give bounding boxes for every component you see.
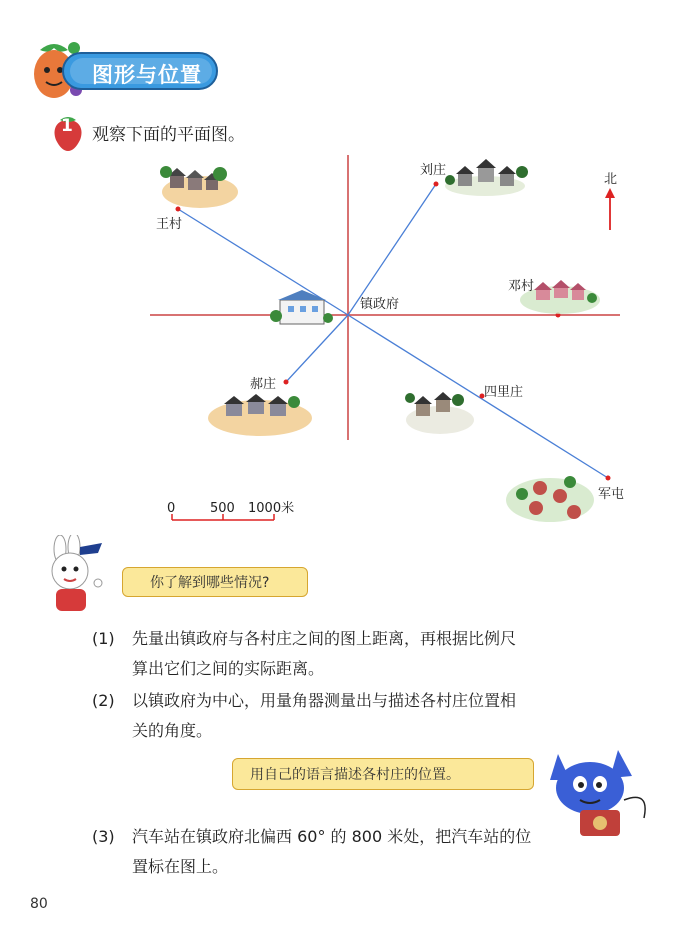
haozhuang-village-icon [208, 394, 312, 436]
scale-tick-0: 0 [167, 501, 176, 516]
q1-line1: 先量出镇政府与各村庄之间的图上距离，再根据比例尺 [132, 629, 517, 648]
juntun-point [606, 476, 611, 481]
center-label: 镇政府 [360, 297, 400, 312]
q1-line2: 算出它们之间的实际距离。 [132, 659, 325, 678]
wangcun-point [176, 207, 181, 212]
scale-tick-1000: 1000米 [248, 501, 295, 516]
plan-map [140, 150, 660, 530]
q3-line2: 置标在图上。 [132, 857, 229, 876]
silizhuang-village-icon [405, 392, 474, 434]
problem-number: 1 [61, 116, 73, 136]
scale-tick-500: 500 [210, 501, 235, 516]
page-number: 80 [30, 896, 48, 912]
juntun-label: 军屯 [598, 487, 625, 502]
north-label: 北 [604, 172, 618, 187]
bubble-describe-text: 用自己的语言描述各村庄的位置。 [250, 767, 460, 783]
problem-intro: 观察下面的平面图。 [92, 125, 245, 145]
government-building-icon [270, 290, 333, 324]
ray-liuzhuang [348, 184, 436, 315]
bubble-question-text: 你了解到哪些情况? [150, 575, 270, 591]
q3-number: (3) [92, 827, 115, 846]
juntun-village-icon [506, 476, 594, 522]
wangcun-village-icon [160, 166, 238, 208]
ray-juntun [348, 315, 608, 478]
liuzhuang-label: 刘庄 [420, 163, 447, 178]
haozhuang-point [284, 380, 289, 385]
dengcun-label: 邓村 [508, 279, 535, 294]
q1-number: (1) [92, 629, 115, 648]
haozhuang-label: 郝庄 [250, 377, 277, 392]
liuzhuang-point [434, 182, 439, 187]
silizhuang-label: 四里庄 [484, 385, 524, 400]
q2-line2: 关的角度。 [132, 721, 213, 740]
rabbit-mascot-icon [40, 535, 122, 615]
ray-haozhuang [286, 315, 348, 382]
cat-mascot-icon [540, 740, 656, 844]
north-arrowhead [605, 188, 615, 198]
q3-line1: 汽车站在镇政府北偏西 60° 的 800 米处，把汽车站的位 [132, 827, 532, 846]
q2-number: (2) [92, 691, 115, 710]
section-title: 图形与位置 [92, 63, 202, 87]
wangcun-label: 王村 [156, 217, 183, 232]
q2-line1: 以镇政府为中心，用量角器测量出与描述各村庄位置相 [132, 691, 517, 710]
liuzhuang-village-icon [445, 159, 528, 196]
